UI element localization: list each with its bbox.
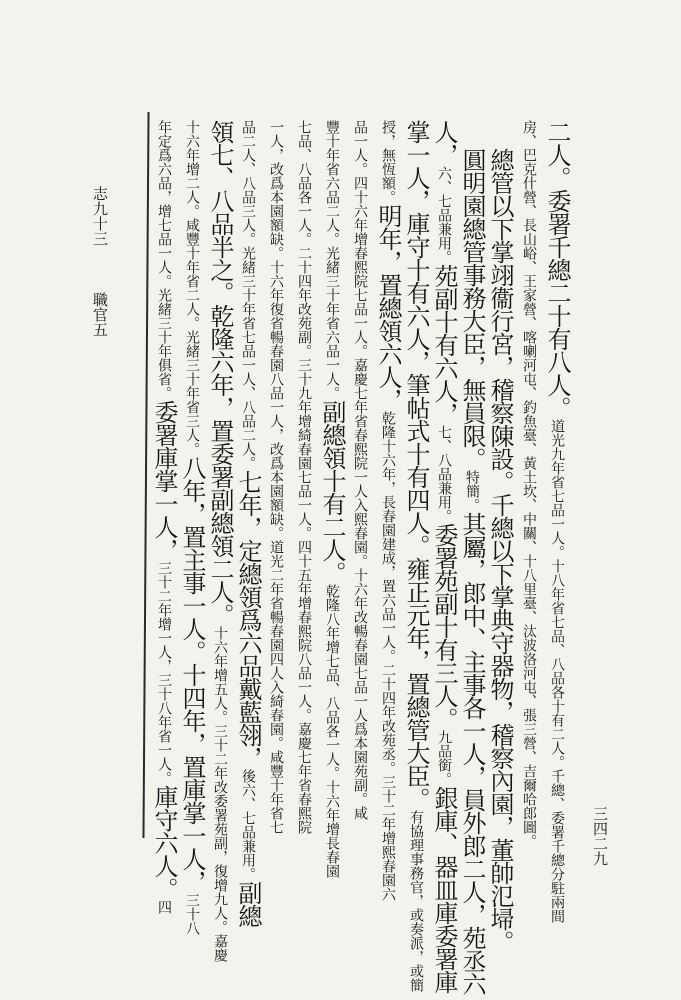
text-column-4: 圓明園總管事務大臣，無員限。特簡。其屬，郎中、主事各一人，員外郎二人，苑丞六 — [458, 148, 486, 995]
text-column-8: 品一人。四十六年增春熙院七品一人。嘉慶七年省春熙院一人入熙春園。十六年改暢春園七品一人爲本園苑副。咸 — [352, 120, 368, 820]
text-column-11: 一人，改爲本園額缺。十六年復省暢春園八品一人，改爲本園額缺。道光二年省暢春園四人入綺春園。咸豐十年省七 — [268, 120, 284, 834]
text-column-6: 掌一人，庫守十有六人，筆帖式十有四人。雍正元年，置總管大臣。有協理事務官，或奏派，或簡 — [402, 120, 430, 992]
text-column-9: 豐十年省六品二人。光緒三十年省六品一人。副總領十有二人。乾隆八年增七品、八品各一人。十六年增長春園 — [318, 120, 346, 878]
page-number: 三四二九 — [591, 806, 609, 866]
text-column-14: 十六年增二人。咸豐十年省二人。光緒三十年省三人。八年，置主事一人。十四年，置庫掌一人，三十八 — [178, 120, 206, 935]
text-column-15: 年定爲六品，增七品一人。光緒三十年俱省。委署庫掌一人，三十二年增一人，三十八年省一人。庫守六人。四 — [150, 120, 178, 914]
text-column-7: 授，無恆額。明年，置總領六人，乾隆十六年，長春園建成，置六品一人。二十四年改苑丞。三十二年增熙春園六 — [374, 120, 402, 901]
running-title-section: 職官五 — [91, 292, 109, 337]
text-column-10: 七品、八品各一人。二十四年改苑副。三十九年增綺春園七品一人。四十五年增春熙院八品一人。嘉慶七年省春熙院 — [296, 120, 312, 834]
column-divider-rule — [142, 112, 149, 838]
text-column-5: 人，六、七品兼用。苑副十有六人，七、八品兼用。委署苑副十有三人。九品銜。銀庫、器皿庫委署庫 — [430, 120, 458, 993]
text-column-2: 房、巴克什營、長山峪、王家營、喀喇河屯、釣魚臺、黃土坎、中關、十八里臺、汰波洛河屯、張三營、吉爾哈郎圖。 — [521, 120, 537, 848]
text-column-1: 二人。委署千總二十有八人。道光九年省七品一人。十八年省七品、八品各十有二人。千總、委署千總分駐兩間 — [543, 120, 571, 923]
text-column-13: 領七、八品半之。乾隆六年，置委署副總領二人。十六年增五人。三十二年改委署苑副，復增九人。嘉慶 — [206, 120, 234, 962]
running-title-volume: 志九十三 — [91, 186, 109, 246]
text-column-12: 品二人、八品三人。光緒三十年省七品一人、八品二人。七年，定總領爲六品戴藍翎，後六、七品兼用。副總 — [234, 120, 262, 927]
text-column-3: 總管以下掌翊衞行宮，稽察陳設。千總以下掌典守器物，稽察內園，董帥氾埽。 — [486, 148, 514, 953]
